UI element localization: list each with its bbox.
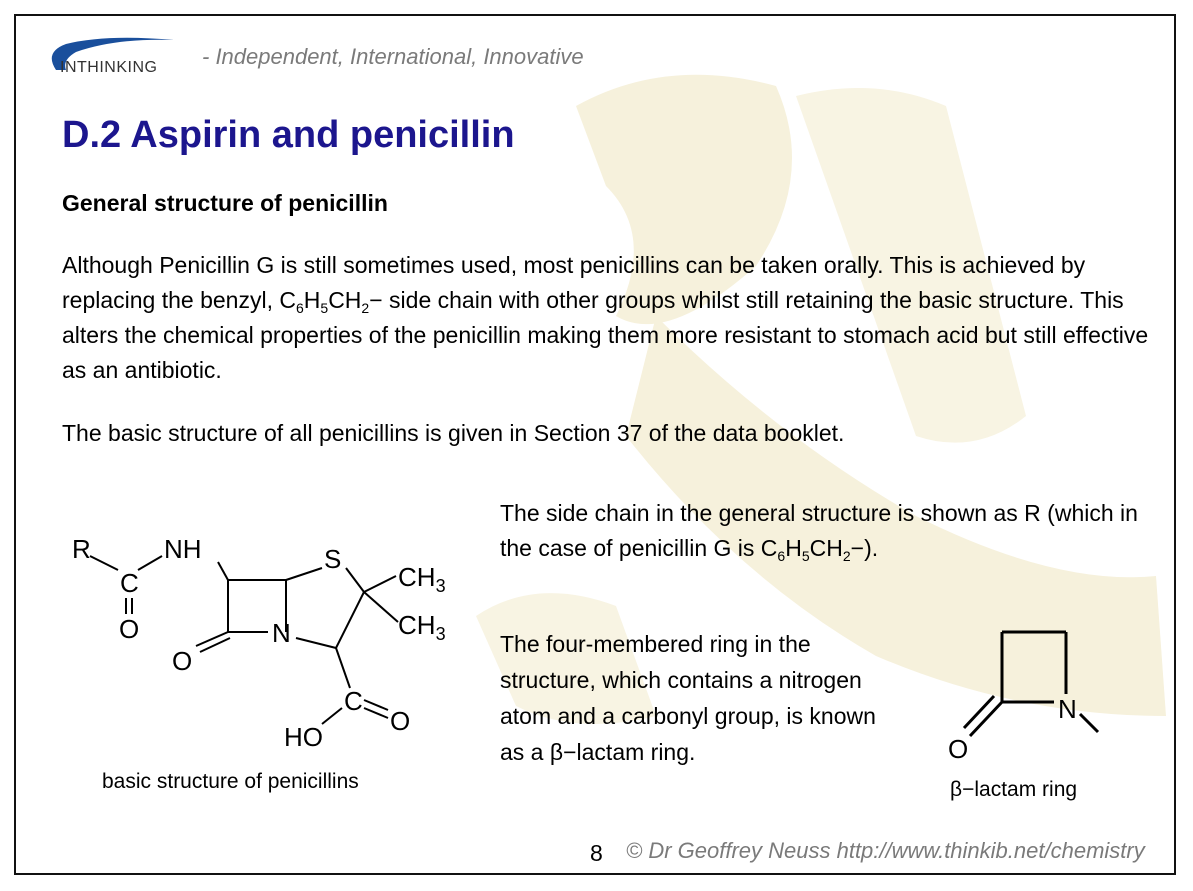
data-booklet-paragraph: The basic structure of all penicillins is given in Section 37 of the data booklet. bbox=[62, 420, 845, 446]
logo bbox=[36, 30, 196, 80]
atom-r: R bbox=[72, 534, 91, 564]
intro-paragraph: Although Penicillin G is still sometimes used, most penicillins can be taken orally. This is achieved by replacing the benzyl, $C_6H_5CH_2-$ side chain with other groups whilst still retaining the basic structure. This alters the chemical properties of the penicillin making them more resistant to stomach acid but still effective as an antibiotic. bbox=[62, 252, 1149, 383]
atom-nh: NH bbox=[164, 534, 202, 564]
atom-o-amide: O bbox=[119, 614, 140, 644]
atom-o-carboxyl: O bbox=[390, 706, 411, 736]
atom-ho: HO bbox=[284, 722, 323, 752]
atom-s: S bbox=[324, 544, 342, 574]
side-chain-paragraph: The side chain in the general structure is shown as R (which in the case of penicillin G is $C_6H_5CH_2-$). bbox=[500, 500, 1138, 564]
slide-frame bbox=[14, 14, 1176, 875]
page-number: 8 bbox=[590, 840, 603, 866]
atom-c-amide: C bbox=[120, 568, 139, 598]
logo-text: INTHINKING bbox=[60, 59, 158, 76]
atom-ch3-top: $CH_3$ bbox=[398, 562, 446, 596]
section-heading: General structure of penicillin bbox=[62, 190, 388, 216]
atom-c-carboxyl: C bbox=[344, 686, 363, 716]
penicillin-caption: basic structure of penicillins bbox=[102, 770, 359, 793]
copyright-notice: © Dr Geoffrey Neuss http://www.thinkib.net/chemistry bbox=[626, 838, 1145, 863]
atom-n: N bbox=[272, 618, 291, 648]
page-title: D.2 Aspirin and penicillin bbox=[62, 114, 515, 156]
beta-lactam-diagram bbox=[932, 624, 1122, 774]
atom-ch3-bottom: $CH_3$ bbox=[398, 610, 446, 644]
penicillin-structure-diagram bbox=[46, 512, 466, 752]
lactam-atom-o: O bbox=[948, 734, 969, 764]
atom-o-lactam: O bbox=[172, 646, 193, 676]
beta-lactam-caption: β−lactam ring bbox=[950, 778, 1078, 801]
beta-lactam-paragraph: The four-membered ring in the structure, which contains a nitrogen atom and a carbonyl group, is known as a β−lactam ring. bbox=[500, 631, 876, 765]
lactam-atom-n: N bbox=[1058, 694, 1077, 724]
tagline: - Independent, International, Innovative bbox=[202, 44, 584, 69]
